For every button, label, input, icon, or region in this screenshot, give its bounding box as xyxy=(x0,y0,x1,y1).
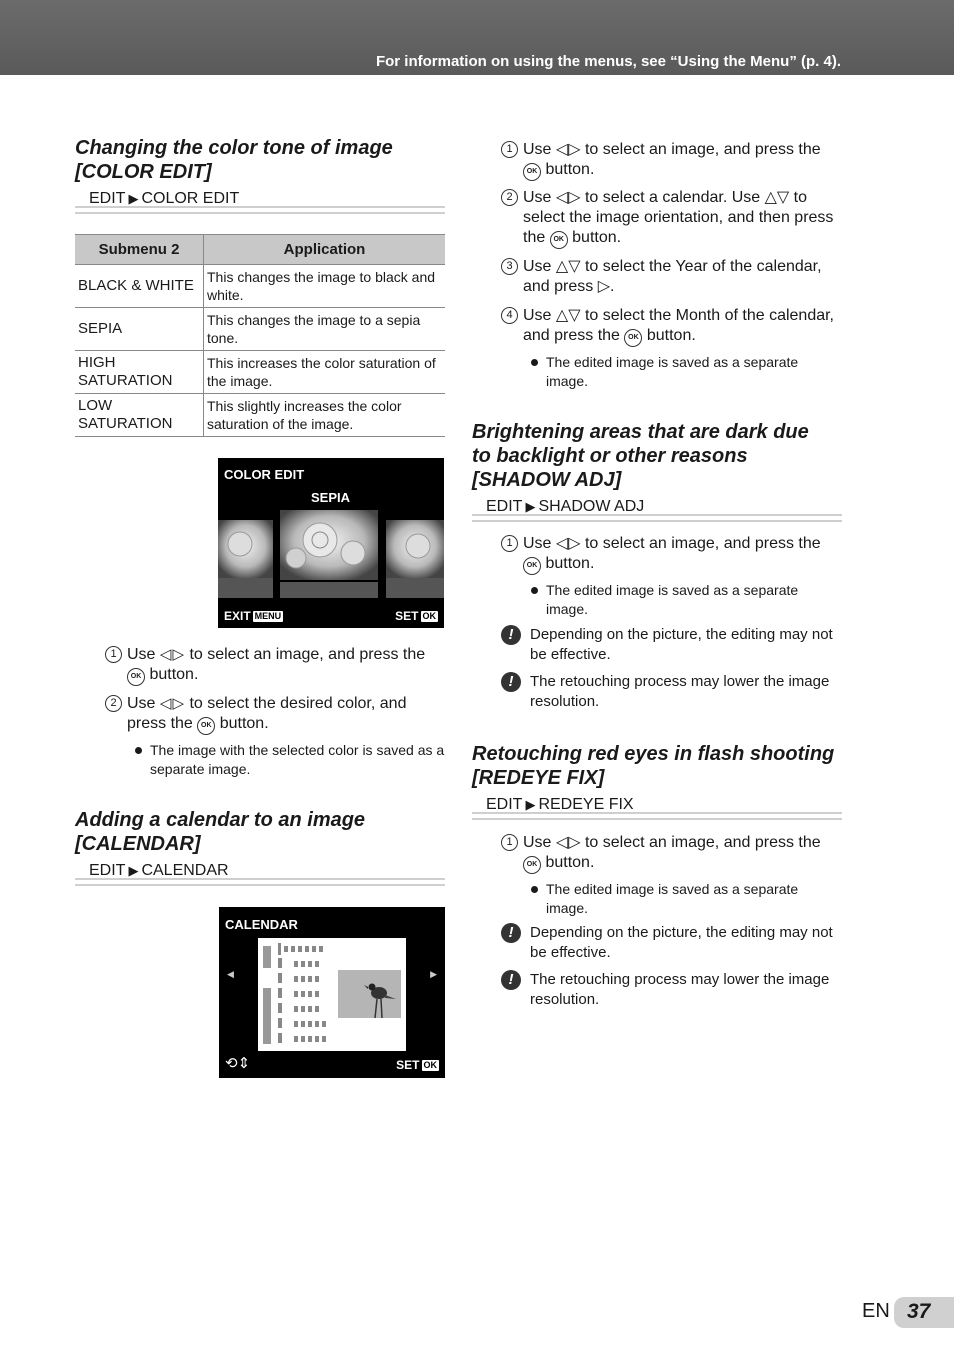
menu-arrow-icon: ▶ xyxy=(525,797,536,812)
bullet-icon xyxy=(531,359,538,366)
next-arrow-icon[interactable]: ▶ xyxy=(430,969,437,979)
bullet-icon xyxy=(531,587,538,594)
shadow-title: Brightening areas that are dark due to backlight or other reasons [SHADOW ADJ] xyxy=(472,421,809,491)
screen-title: CALENDAR xyxy=(225,917,298,932)
color-edit-screen xyxy=(218,458,444,628)
calendar-step-3: 3 Use △▽ to select the Year of the calendar, and press ▷. xyxy=(501,257,841,297)
redeye-caution-1: ! Depending on the picture, the editing may not be effective. xyxy=(501,923,836,963)
redeye-section xyxy=(472,742,842,820)
flower-thumbnails xyxy=(218,508,444,600)
caution-icon: ! xyxy=(501,970,521,990)
caution-icon: ! xyxy=(501,625,521,645)
menu-arrow-icon: ▶ xyxy=(128,863,139,878)
color-edit-step-1: 1 Use ◁▷ to select an image, and press the OK button. xyxy=(105,645,445,686)
calendar-step-1: 1 Use ◁▷ to select an image, and press the OK button. xyxy=(501,140,841,181)
calendar-step-4: 4 Use △▽ to select the Month of the calendar, and press the OK button. xyxy=(501,306,841,347)
screen-option: SEPIA xyxy=(311,490,351,505)
ok-button-icon: OK xyxy=(624,329,642,347)
prev-arrow-icon[interactable]: ◀ xyxy=(227,969,234,979)
ok-button-icon: OK xyxy=(523,856,541,874)
redeye-path: EDIT ▶ REDEYE FIX xyxy=(486,796,634,813)
redeye-title: Retouching red eyes in flash shooting [REDEYE FIX] xyxy=(472,743,835,789)
ok-button-icon: OK xyxy=(127,668,145,686)
calendar-screen xyxy=(219,907,445,1078)
orientation-icon[interactable]: ⟲⇕ xyxy=(225,1055,251,1072)
calendar-path: EDIT ▶ CALENDAR xyxy=(89,862,229,879)
calendar-section xyxy=(75,808,445,886)
table-header-submenu: Submenu 2 xyxy=(75,235,204,265)
table-row: LOW SATURATION This slightly increases the color saturation of the image. xyxy=(75,394,445,437)
redeye-caution-2: ! The retouching process may lower the image resolution. xyxy=(501,970,836,1010)
ok-badge-icon: OK xyxy=(422,611,436,621)
table-row: HIGH SATURATION This increases the color saturation of the image. xyxy=(75,351,445,394)
shadow-note: The edited image is saved as a separate image. xyxy=(531,581,831,619)
page-number: 37 xyxy=(907,1300,931,1323)
ok-button-icon: OK xyxy=(550,231,568,249)
color-edit-title: Changing the color tone of image [COLOR EDIT] xyxy=(75,137,393,183)
shadow-path: EDIT ▶ SHADOW ADJ xyxy=(486,498,645,515)
color-edit-section xyxy=(75,136,445,437)
color-edit-step-2: 2 Use ◁▷ to select the desired color, and press the OK button. xyxy=(105,694,445,735)
table-header-application: Application xyxy=(204,235,446,265)
table-row: SEPIA This changes the image to a sepia tone. xyxy=(75,308,445,351)
ok-badge-icon: OK xyxy=(423,1060,437,1070)
menu-badge-icon: MENU xyxy=(254,611,282,621)
redeye-note: The edited image is saved as a separate image. xyxy=(531,880,831,918)
menu-arrow-icon: ▶ xyxy=(525,499,536,514)
shadow-step-1: 1 Use ◁▷ to select an image, and press the OK button. xyxy=(501,534,841,575)
caution-icon: ! xyxy=(501,923,521,943)
set-button[interactable]: SET OK xyxy=(395,609,436,623)
calendar-preview xyxy=(258,938,406,1051)
redeye-step-1: 1 Use ◁▷ to select an image, and press the OK button. xyxy=(501,833,841,874)
calendar-title: Adding a calendar to an image [CALENDAR] xyxy=(75,809,366,855)
bullet-icon xyxy=(531,886,538,893)
calendar-note: The edited image is saved as a separate image. xyxy=(531,353,831,391)
color-edit-table xyxy=(75,234,445,437)
shadow-section xyxy=(472,420,842,522)
left-right-arrows-icon: ◁▷ xyxy=(159,646,185,663)
ok-button-icon: OK xyxy=(523,163,541,181)
exit-button[interactable]: EXIT MENU xyxy=(224,609,282,623)
shadow-caution-1: ! Depending on the picture, the editing may not be effective. xyxy=(501,625,836,665)
set-button[interactable]: SET OK xyxy=(396,1058,437,1072)
left-right-arrows-icon: ◁▷ xyxy=(159,695,185,712)
color-edit-note: The image with the selected color is saved as a separate image. xyxy=(135,741,445,779)
ok-button-icon: OK xyxy=(523,557,541,575)
table-row: BLACK & WHITE This changes the image to black and white. xyxy=(75,265,445,308)
screen-title: COLOR EDIT xyxy=(224,467,305,482)
bullet-icon xyxy=(135,747,142,754)
caution-icon: ! xyxy=(501,672,521,692)
shadow-caution-2: ! The retouching process may lower the image resolution. xyxy=(501,672,836,712)
color-edit-path: EDIT ▶ COLOR EDIT xyxy=(89,190,240,207)
language-label: EN xyxy=(862,1300,890,1322)
calendar-step-2: 2 Use ◁▷ to select a calendar. Use △▽ to select the image orientation, and then press the OK button. xyxy=(501,188,841,249)
ok-button-icon: OK xyxy=(197,717,215,735)
menu-arrow-icon: ▶ xyxy=(128,191,139,206)
header-note: For information on using the menus, see “Using the Menu” (p. 4). xyxy=(375,53,841,70)
